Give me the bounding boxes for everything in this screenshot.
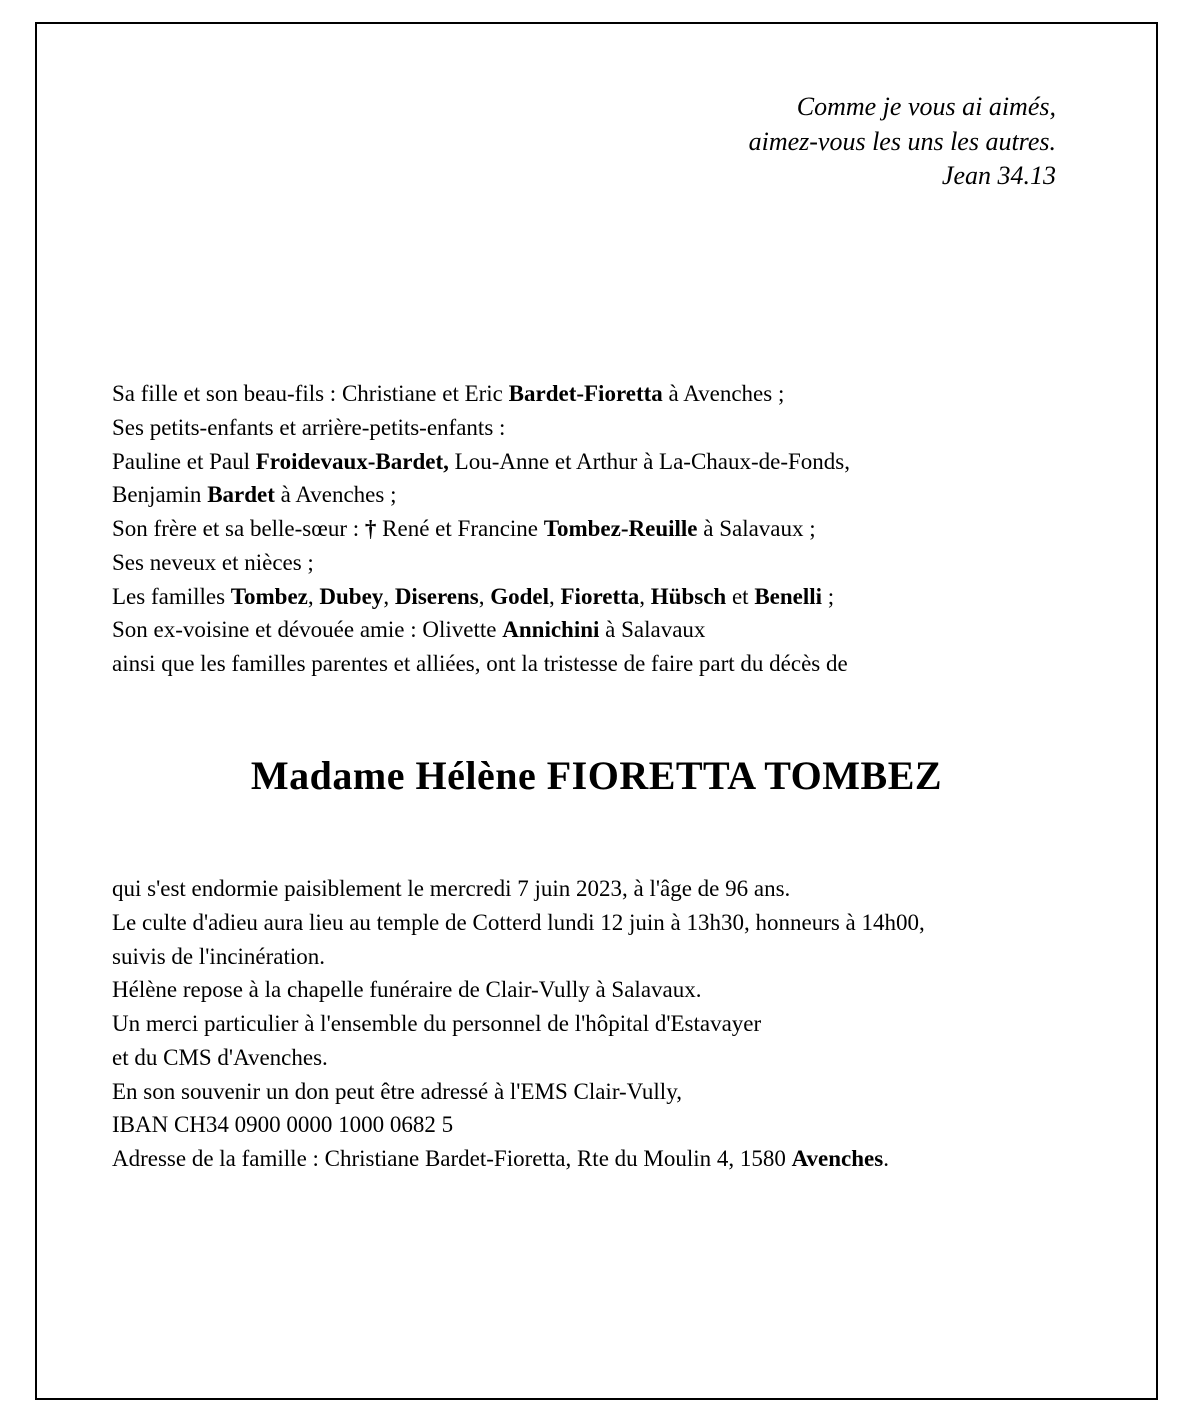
text-segment: Ses neveux et nièces ; [112, 549, 314, 575]
text-segment: IBAN CH34 0900 0000 1000 0682 5 [112, 1112, 454, 1138]
bold-text-segment: Bardet-Fioretta [508, 381, 663, 406]
text-segment: Adresse de la famille : Christiane Bardet-Fioretta, Rte du Moulin 4, 1580 [112, 1146, 792, 1171]
text-segment: à Avenches ; [662, 381, 785, 406]
text-segment: à Avenches ; [274, 482, 397, 508]
family-announcement-block [112, 377, 850, 681]
text-segment: , [307, 583, 320, 609]
text-segment: à Salavaux ; [697, 516, 816, 541]
deceased-name-title: Madame Hélène FIORETTA TOMBEZ [250, 753, 943, 798]
text-segment: et [726, 583, 755, 609]
text-line [112, 1075, 925, 1109]
bold-text-segment: Bardet [207, 482, 275, 508]
text-line [112, 613, 850, 647]
text-segment: , [549, 583, 561, 609]
text-line [112, 647, 850, 681]
bold-text-segment: Froidevaux-Bardet, [255, 448, 449, 474]
text-segment: Ses petits-enfants et arrière-petits-enfants : [112, 414, 506, 440]
text-segment: et du CMS d'Avenches. [112, 1044, 328, 1070]
text-line [112, 1108, 925, 1142]
text-line [112, 872, 925, 906]
text-line [112, 411, 850, 445]
text-segment: Un merci particulier à l'ensemble du personnel de l'hôpital d'Estavayer [112, 1011, 762, 1036]
text-segment: qui s'est endormie paisiblement le mercredi 7 juin 2023, à l'âge de 96 ans. [112, 876, 791, 901]
bold-text-segment: Hübsch [650, 583, 727, 609]
text-line [112, 377, 850, 411]
text-segment: Lou-Anne et Arthur à La-Chaux-de-Fonds, [448, 448, 851, 474]
text-line [112, 546, 850, 580]
text-segment: Les familles [112, 583, 231, 609]
text-segment: . [883, 1146, 889, 1171]
bold-text-segment: Fioretta [560, 583, 640, 609]
text-line: Jean 34.13 [941, 161, 1056, 190]
text-line [112, 940, 925, 974]
text-segment: Benjamin [112, 482, 208, 508]
text-segment: , [478, 583, 491, 609]
bold-text-segment: Benelli [754, 583, 823, 609]
ceremony-details-block [112, 872, 925, 1176]
bold-text-segment: Diserens [394, 583, 479, 609]
text-line [112, 478, 850, 512]
text-line [112, 1142, 925, 1176]
text-segment: Son ex-voisine et dévouée amie : Olivette [112, 617, 503, 643]
text-segment: Son frère et sa belle-sœur : [112, 516, 365, 541]
text-line [112, 445, 850, 479]
text-line [112, 512, 850, 546]
text-segment: Sa fille et son beau-fils : Christiane et Eric [112, 381, 509, 406]
text-line [112, 973, 925, 1007]
epigraph-quote [749, 90, 1056, 194]
text-segment: ; [822, 583, 835, 609]
text-line [112, 1007, 925, 1041]
text-segment: Hélène repose à la chapelle funéraire de Clair-Vully à Salavaux. [112, 977, 702, 1003]
text-segment: En son souvenir un don peut être adressé à l'EMS Clair-Vully, [112, 1078, 682, 1104]
page-border-frame [35, 22, 1158, 1400]
text-segment: , [383, 583, 395, 609]
text-segment: à Salavaux [599, 617, 706, 643]
text-line: Comme je vous ai aimés, [796, 92, 1056, 121]
text-segment: Pauline et Paul [112, 448, 256, 474]
text-segment: Le culte d'adieu aura lieu au temple de Cotterd lundi 12 juin à 13h30, honneurs à 14h00, [112, 909, 925, 935]
text-segment: suivis de l'incinération. [112, 943, 326, 969]
bold-text-segment: Godel [490, 583, 549, 609]
text-line [112, 906, 925, 940]
text-segment: ainsi que les familles parentes et alliées, ont la tristesse de faire part du décès de [112, 651, 848, 676]
bold-text-segment: Annichini [502, 617, 600, 643]
text-line [112, 580, 850, 614]
text-segment: , [639, 583, 651, 609]
text-line [112, 1041, 925, 1075]
text-line: aimez-vous les uns les autres. [748, 126, 1056, 156]
bold-text-segment: Tombez [230, 583, 308, 609]
bold-text-segment: Dubey [319, 583, 384, 609]
bold-text-segment: Tombez-Reuille [543, 516, 698, 541]
bold-text-segment: Avenches [791, 1146, 884, 1171]
text-segment: René et Francine [376, 516, 544, 541]
bold-text-segment: † [364, 516, 377, 541]
